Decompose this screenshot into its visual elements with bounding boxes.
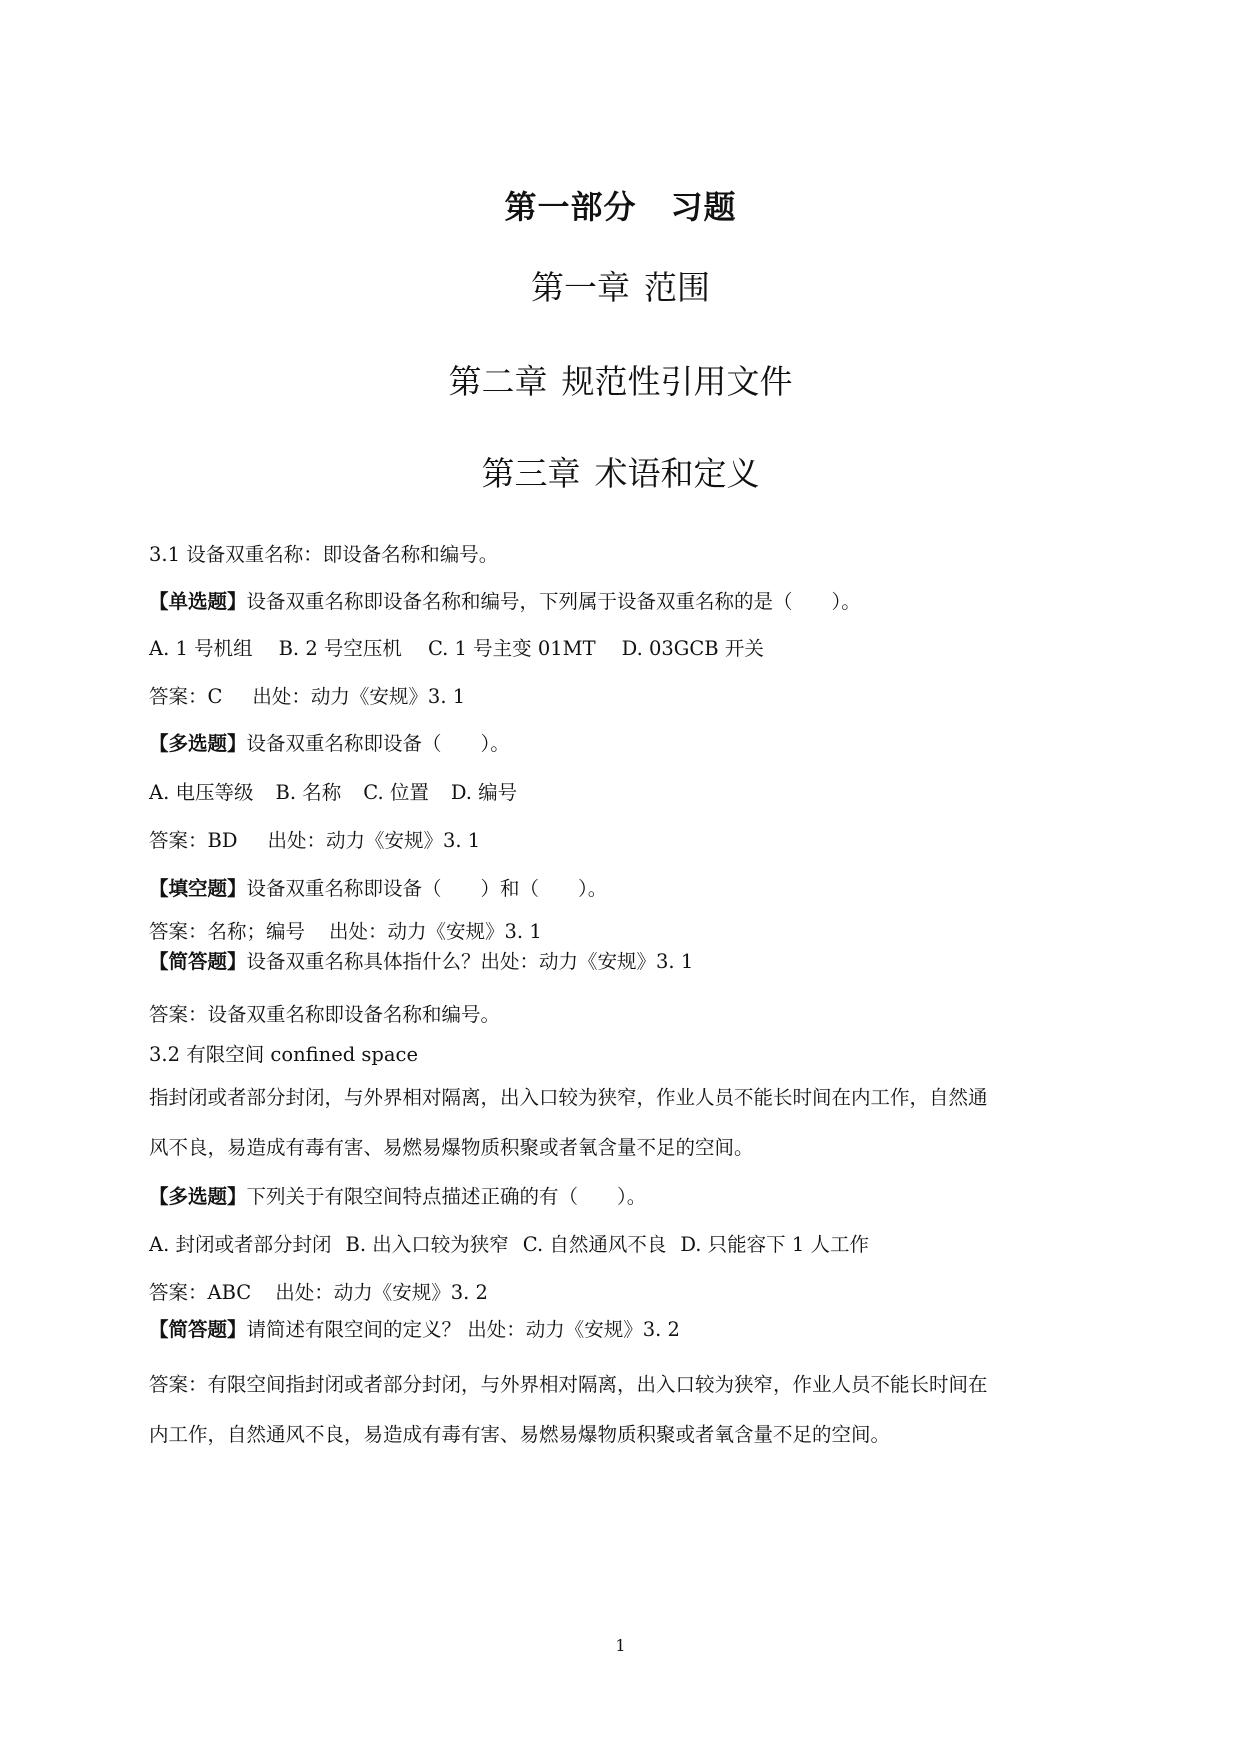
- chapter-title: 范围: [644, 268, 710, 307]
- answer-line: [149, 829, 480, 853]
- question-text: 设备双重名称即设备（ ）和（ ）。: [246, 877, 608, 900]
- option-c: C. 自然通风不良: [522, 1233, 667, 1256]
- source: 出处：动力《安规》3. 1: [252, 685, 466, 708]
- source: 出处：动力《安规》3. 1: [329, 920, 542, 943]
- option-d: D. 编号: [450, 781, 518, 804]
- question-text: 下列关于有限空间特点描述正确的有（ ）。: [246, 1185, 647, 1208]
- option-a: A. 1 号机组: [149, 637, 253, 660]
- chapter-number: 第二章: [448, 362, 548, 401]
- question-type-tag: 【多选题】: [149, 1185, 247, 1208]
- part-title: [0, 182, 1241, 228]
- question-type-tag: 【简答题】: [149, 950, 247, 973]
- source: 出处：动力《安规》3. 2: [275, 1281, 488, 1304]
- question-text: 设备双重名称即设备名称和编号，下列属于设备双重名称的是（ ）。: [246, 590, 861, 613]
- option-a: A. 电压等级: [149, 781, 254, 804]
- answer: 答案：ABC: [149, 1281, 252, 1304]
- answer-line: [149, 1281, 488, 1305]
- option-d: D. 只能容下 1 人工作: [680, 1233, 869, 1256]
- definition-text-line: 风不良，易造成有毒有害、易燃易爆物质积聚或者氧含量不足的空间。: [149, 1136, 754, 1159]
- question-type-tag: 【多选题】: [149, 732, 247, 755]
- option-b: B. 出入口较为狭窄: [345, 1233, 509, 1256]
- question-options: [149, 781, 517, 805]
- option-b: B. 名称: [275, 781, 342, 804]
- question-type-tag: 【填空题】: [149, 877, 247, 900]
- answer: 答案：名称；编号: [149, 920, 306, 943]
- chapter-title: 术语和定义: [594, 454, 760, 493]
- option-c: C. 1 号主变 01MT: [427, 637, 596, 660]
- question-type-tag: 【简答题】: [149, 1318, 247, 1341]
- question-single-choice: [149, 590, 861, 614]
- question-text: 设备双重名称即设备（ ）。: [246, 732, 510, 755]
- question-options: [149, 1233, 869, 1257]
- chapter-number: 第一章: [531, 268, 630, 307]
- answer-line: [149, 920, 542, 944]
- question-multiple-choice: [149, 732, 510, 756]
- question-multiple-choice: [149, 1185, 646, 1209]
- question-short-answer: [149, 1318, 680, 1342]
- chapter-2-heading: [0, 356, 1241, 403]
- section-3-1-heading: 3.1 设备双重名称：即设备名称和编号。: [149, 543, 499, 566]
- answer-line: 答案：有限空间指封闭或者部分封闭，与外界相对隔离，出入口较为狭窄，作业人员不能长时间在: [149, 1373, 988, 1396]
- question-fill-blank: [149, 877, 607, 901]
- answer: 答案：BD: [149, 829, 238, 852]
- part-title-number: 第一部分: [504, 188, 637, 226]
- chapter-title: 规范性引用文件: [561, 362, 793, 401]
- answer-line: [149, 685, 465, 709]
- answer-line: 答案：设备双重名称即设备名称和编号。: [149, 1003, 501, 1026]
- option-b: B. 2 号空压机: [278, 637, 402, 660]
- section-3-2-heading: 3.2 有限空间 confined space: [149, 1043, 418, 1066]
- option-c: C. 位置: [363, 781, 429, 804]
- question-options: [149, 637, 764, 661]
- question-text: 设备双重名称具体指什么？出处：动力《安规》3. 1: [246, 950, 694, 973]
- question-text: 请简述有限空间的定义？ 出处：动力《安规》3. 2: [246, 1318, 680, 1341]
- chapter-number: 第三章: [481, 454, 581, 493]
- chapter-1-heading: [0, 262, 1241, 309]
- answer-line: 内工作，自然通风不良，易造成有毒有害、易燃易爆物质积聚或者氧含量不足的空间。: [149, 1423, 891, 1446]
- chapter-3-heading: [0, 448, 1241, 495]
- question-type-tag: 【单选题】: [149, 590, 247, 613]
- page-number: 1: [615, 1636, 626, 1655]
- definition-text-line: 指封闭或者部分封闭，与外界相对隔离，出入口较为狭窄，作业人员不能长时间在内工作，自然通: [149, 1086, 988, 1109]
- option-d: D. 03GCB 开关: [621, 637, 764, 660]
- question-short-answer: [149, 950, 693, 974]
- source: 出处：动力《安规》3. 1: [267, 829, 481, 852]
- option-a: A. 封闭或者部分封闭: [149, 1233, 332, 1256]
- answer: 答案：C: [149, 685, 223, 708]
- part-title-name: 习题: [670, 188, 737, 226]
